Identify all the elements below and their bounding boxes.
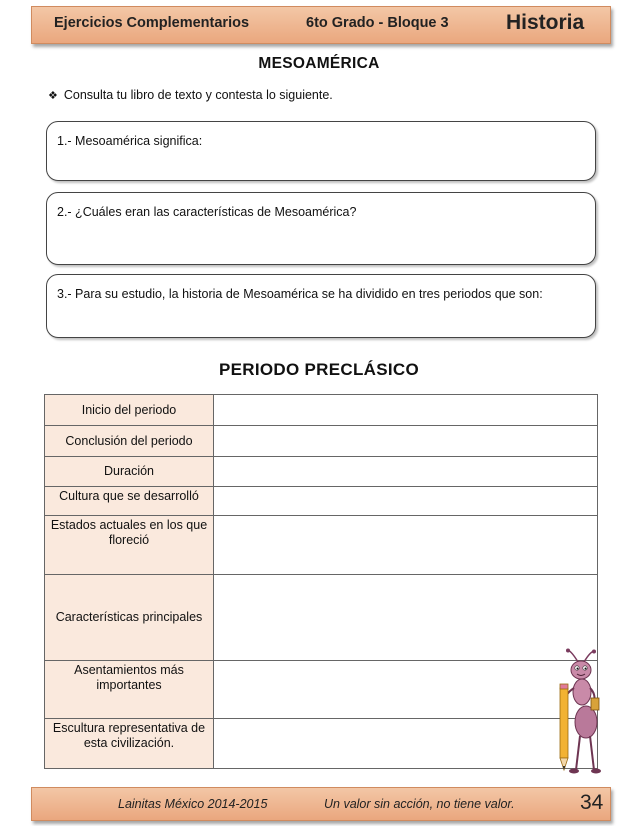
row-label: Escultura representativa de esta civilización. xyxy=(45,719,214,769)
row-label: Estados actuales en los que floreció xyxy=(45,516,214,575)
table-row xyxy=(45,719,598,769)
header-subject: Historia xyxy=(506,11,585,34)
footer-motto: Un valor sin acción, no tiene valor. xyxy=(324,797,515,811)
question-box-2[interactable] xyxy=(46,192,596,265)
table-row xyxy=(45,661,598,719)
row-label: Asentamientos más importantes xyxy=(45,661,214,719)
table-row xyxy=(45,516,598,575)
table-row xyxy=(45,487,598,516)
header-bar xyxy=(31,6,611,44)
table-row xyxy=(45,457,598,487)
row-label: Duración xyxy=(45,457,214,487)
row-label: Conclusión del periodo xyxy=(45,426,214,457)
answer-cell[interactable] xyxy=(214,487,598,516)
question-2-text: 2.- ¿Cuáles eran las características de Mesoamérica? xyxy=(57,205,357,219)
footer-bar xyxy=(31,787,611,821)
table-row xyxy=(45,395,598,426)
header-title: Ejercicios Complementarios xyxy=(54,15,250,31)
answer-cell[interactable] xyxy=(214,426,598,457)
answer-cell[interactable] xyxy=(214,719,598,769)
answer-cell[interactable] xyxy=(214,575,598,661)
row-label: Características principales xyxy=(45,575,214,661)
question-3-text: 3.- Para su estudio, la historia de Mesoamérica se ha dividido en tres periodos que son: xyxy=(57,287,543,301)
question-box-3[interactable] xyxy=(46,274,596,338)
instruction-text: Consulta tu libro de texto y contesta lo siguiente. xyxy=(63,88,333,102)
answer-cell[interactable] xyxy=(214,516,598,575)
answer-cell[interactable] xyxy=(214,457,598,487)
question-box-1[interactable] xyxy=(46,121,596,181)
ant-with-pencil-icon xyxy=(548,648,608,776)
answer-cell[interactable] xyxy=(214,395,598,426)
page-title: MESOAMÉRICA xyxy=(258,55,380,72)
instruction xyxy=(48,88,333,102)
row-label: Inicio del periodo xyxy=(45,395,214,426)
header-grade: 6to Grado - Bloque 3 xyxy=(306,15,449,31)
diamond-bullet-icon: ❖ xyxy=(48,90,58,102)
page-number: 34 xyxy=(580,791,604,814)
question-1-text: 1.- Mesoamérica significa: xyxy=(57,134,203,148)
section-title: PERIODO PRECLÁSICO xyxy=(219,360,419,379)
row-label: Cultura que se desarrolló xyxy=(45,487,214,516)
footer-credit: Lainitas México 2014-2015 xyxy=(118,797,268,811)
period-table xyxy=(44,394,598,769)
table-row xyxy=(45,426,598,457)
answer-cell[interactable] xyxy=(214,661,598,719)
table-row xyxy=(45,575,598,661)
